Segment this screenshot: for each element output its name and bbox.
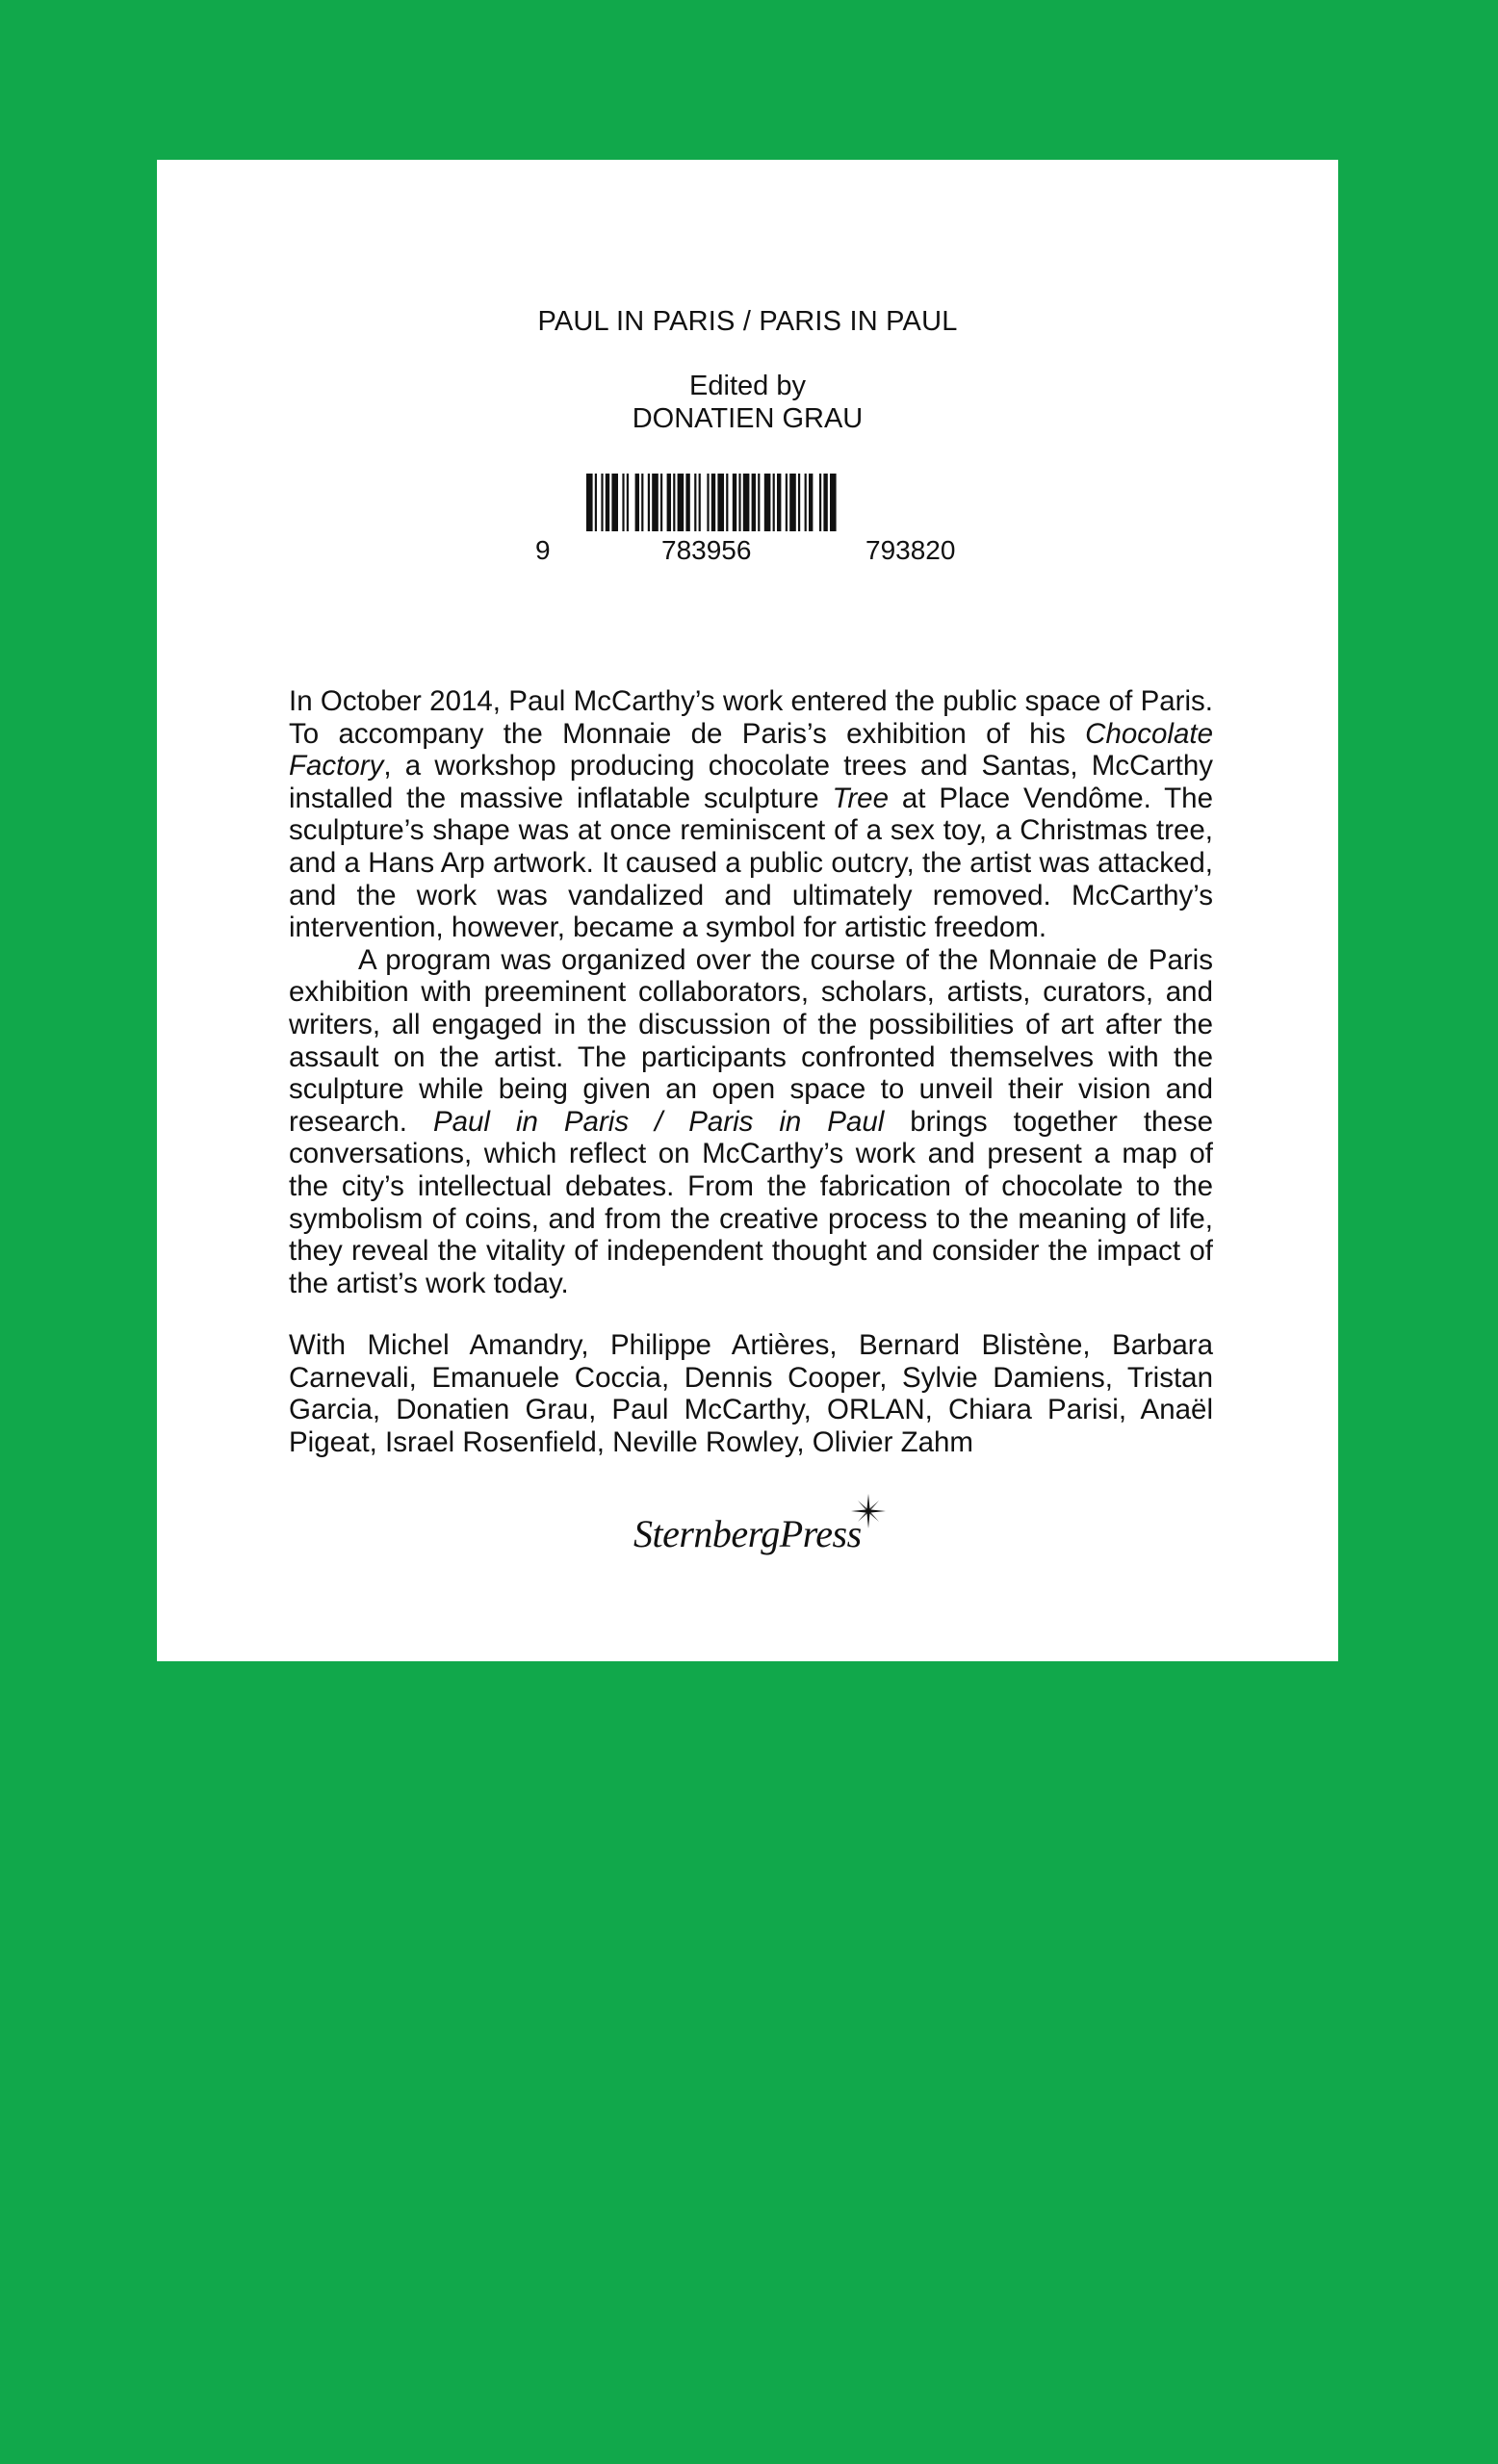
barcode-bar (627, 474, 629, 531)
blurb-p1-italic-tree: Tree (832, 782, 889, 814)
editor-name: DONATIEN GRAU (632, 403, 864, 434)
barcode-bar (699, 474, 701, 531)
barcode-bar (819, 474, 821, 531)
barcode-bar (758, 474, 760, 531)
blurb-paragraph-1 (289, 685, 1213, 944)
barcode-bar (678, 474, 684, 531)
barcode-bar (823, 474, 827, 531)
barcode-bar (685, 474, 689, 531)
barcode-bar (764, 474, 771, 531)
barcode-bar (786, 474, 788, 531)
barcode-bar (830, 474, 837, 531)
barcode-bar (611, 474, 618, 531)
blurb-p1-text-c: at Place Vendôme. The sculpture’s shape was at once reminiscent of a sex toy, a Christmas tree, and a Hans Arp artwork. It caused a public outcry, the artist was attacked, and the work was vandalized and ultimately removed. McCarthy’s intervention, however, became a symbol for artistic freedom. (289, 782, 1213, 944)
isbn-group-2: 793820 (865, 535, 956, 565)
publisher-name: SternbergPress (633, 1512, 862, 1555)
barcode-bar (738, 474, 740, 531)
editor-prefix: Edited by (689, 371, 806, 401)
blurb-p2-italic-book-title: Paul in Paris / Paris in Paul (432, 1105, 885, 1138)
sparkle-star-icon (851, 1494, 886, 1528)
blurb-p1-italic-chocolate-factory: Chocolate Factory (289, 717, 1213, 783)
barcode-bar (752, 474, 756, 531)
barcode-bar (660, 474, 662, 531)
barcode-bar (667, 474, 671, 531)
barcode-bar (805, 474, 807, 531)
barcode-bar (809, 474, 813, 531)
isbn-barcode (586, 474, 914, 531)
barcode-bars (586, 474, 914, 531)
barcode-bar (717, 474, 724, 531)
blurb-p2-text-a: A program was organized over the course of the Monnaie de Paris exhibition with preeminent collaborators, scholars, artists, curators, and writers, all engaged in the discussion of the possibilities of art after the assault on the artist. The participants confronted themselves with the sculpture while being given an open space to unveil their vision and research. (289, 943, 1213, 1138)
barcode-bar (777, 474, 781, 531)
barcode-bar (733, 474, 736, 531)
isbn-prefix: 9 (535, 535, 551, 565)
book-title: PAUL IN PARIS / PARIS IN PAUL (537, 306, 958, 337)
barcode-bar (641, 474, 643, 531)
barcode-bar (635, 474, 639, 531)
barcode-bar (601, 474, 603, 531)
blurb (289, 685, 1213, 1299)
barcode-bar (711, 474, 715, 531)
barcode-bar (606, 474, 609, 531)
barcode-bar (726, 474, 728, 531)
barcode-bar (694, 474, 696, 531)
isbn-group-1: 783956 (661, 535, 752, 565)
blurb-p1-text-b: , a workshop producing chocolate trees and Santas, McCarthy installed the massive inflatable sculpture (289, 750, 1213, 814)
barcode-bar (743, 474, 750, 531)
back-cover-panel (157, 160, 1338, 1661)
barcode-bar (707, 474, 709, 531)
editor-credit (157, 370, 1338, 435)
barcode-bar (673, 474, 675, 531)
barcode-bar (586, 474, 593, 531)
barcode-bar (798, 474, 800, 531)
blurb-p1-text-a: In October 2014, Paul McCarthy’s work entered the public space of Paris. To accompany the Monnaie de Paris’s exhibition of his (289, 685, 1213, 750)
barcode-bar (773, 474, 775, 531)
publisher-logo (633, 1494, 884, 1561)
blurb-paragraph-2 (289, 944, 1213, 1300)
barcode-bar (789, 474, 796, 531)
blurb-p2-text-b: brings together these conversations, which reflect on McCarthy’s work and present a map of the city’s intellectual debates. From the fabrication of chocolate to the symbolism of coins, and from the creative process to the meaning of life, they reveal the vitality of independent thought and consider the impact of the artist’s work today. (289, 1105, 1213, 1299)
barcode-bar (652, 474, 659, 531)
contributors-list: With Michel Amandry, Philippe Artières, Bernard Blistène, Barbara Carnevali, Emanuele Coccia, Dennis Cooper, Sylvie Damiens, Tristan Garcia, Donatien Grau, Paul McCarthy, ORLAN, Chiara Parisi, Anaël Pigeat, Israel Rosenfield, Neville Rowley, Olivier Zahm (289, 1329, 1213, 1458)
barcode-bar (648, 474, 650, 531)
barcode-bar (595, 474, 597, 531)
barcode-bar (622, 474, 624, 531)
